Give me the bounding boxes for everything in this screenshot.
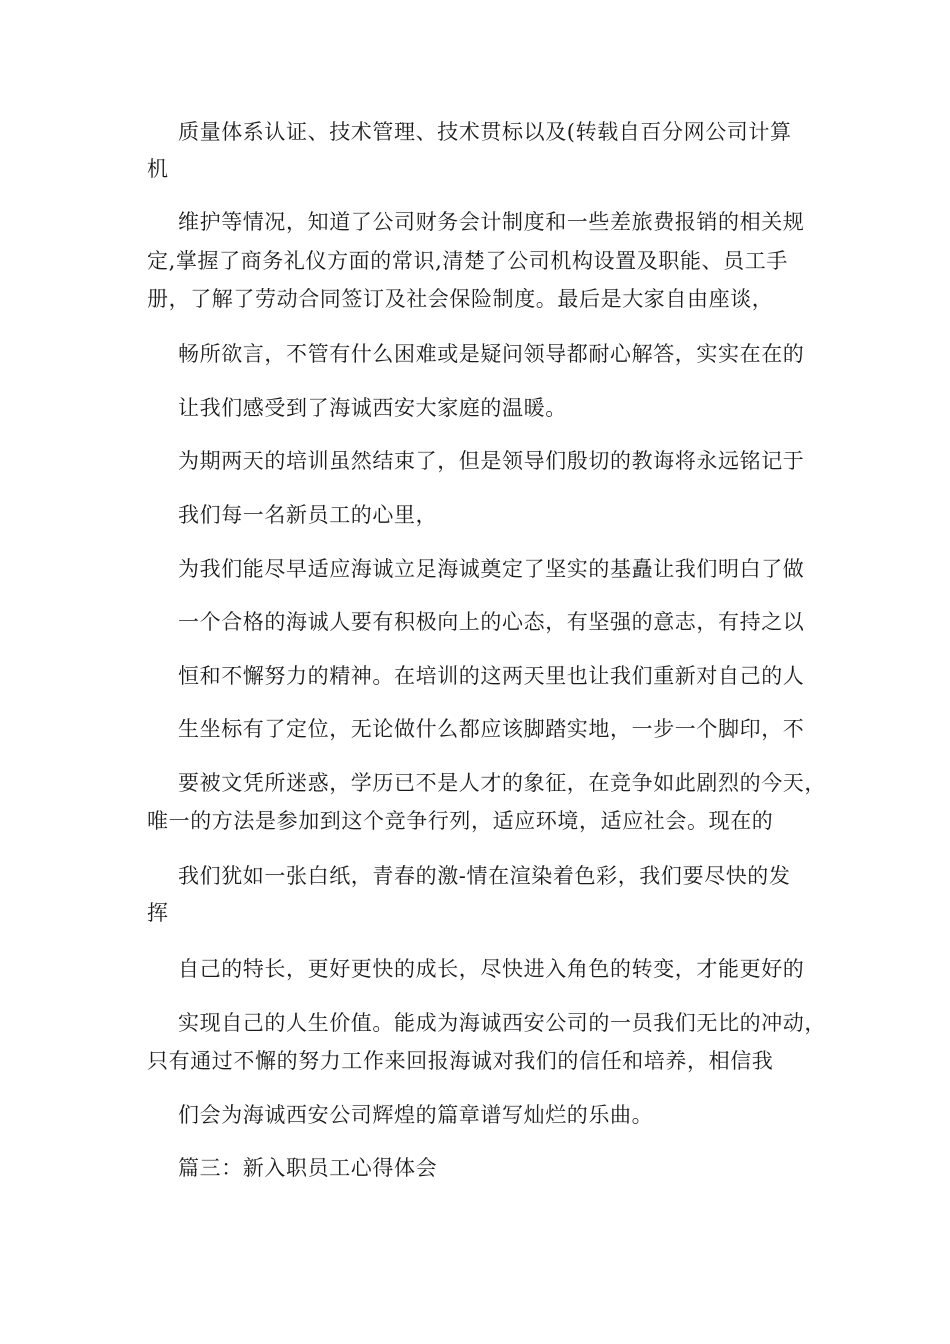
text-line: 册，了解了劳动合同签订及社会保险制度。最后是大家自由座谈， bbox=[147, 287, 774, 311]
text-line: 我们犹如一张白纸，青春的激-情在渲染着色彩，我们要尽快的发 bbox=[178, 864, 791, 888]
text-line: 畅所欲言，不管有什么困难或是疑问领导都耐心解答，实实在在的 bbox=[178, 342, 805, 366]
text-line: 要被文凭所迷惑，学历已不是人才的象征，在竞争如此剧烈的今天， bbox=[178, 771, 826, 795]
text-line: 唯一的方法是参加到这个竞争行列，适应环境，适应社会。现在的 bbox=[147, 809, 774, 833]
text-line: 为期两天的培训虽然结束了，但是领导们殷切的教诲将永远铭记于 bbox=[178, 449, 805, 473]
text-line: 恒和不懈努力的精神。在培训的这两天里也让我们重新对自己的人 bbox=[178, 664, 805, 688]
text-line: 生坐标有了定位，无论做什么都应该脚踏实地，一步一个脚印，不 bbox=[178, 717, 805, 741]
text-line: 挥 bbox=[147, 901, 169, 925]
text-line: 自己的特长，更好更快的成长，尽快进入角色的转变，才能更好的 bbox=[178, 957, 805, 981]
text-line: 让我们感受到了海诚西安大家庭的温暖。 bbox=[178, 396, 567, 420]
text-line: 只有通过不懈的努力工作来回报海诚对我们的信任和培养，相信我 bbox=[147, 1049, 774, 1073]
text-line: 为我们能尽早适应海诚立足海诚奠定了坚实的基矗让我们明白了做 bbox=[178, 557, 805, 581]
text-line: 们会为海诚西安公司辉煌的篇章谱写灿烂的乐曲。 bbox=[178, 1103, 654, 1127]
section-heading: 篇三：新入职员工心得体会 bbox=[178, 1156, 438, 1180]
text-line: 实现自己的人生价值。能成为海诚西安公司的一员我们无比的冲动， bbox=[178, 1011, 826, 1035]
text-line: 质量体系认证、技术管理、技术贯标以及(转载自百分网公司计算 bbox=[178, 120, 792, 144]
text-line: 机 bbox=[147, 157, 169, 181]
text-line: 维护等情况，知道了公司财务会计制度和一些差旅费报销的相关规 bbox=[178, 210, 805, 234]
text-line: 我们每一名新员工的心里， bbox=[178, 503, 438, 527]
text-line: 一个合格的海诚人要有积极向上的心态，有坚强的意志，有持之以 bbox=[178, 610, 805, 634]
text-line: 定,掌握了商务礼仪方面的常识,清楚了公司机构设置及职能、员工手 bbox=[147, 249, 788, 273]
